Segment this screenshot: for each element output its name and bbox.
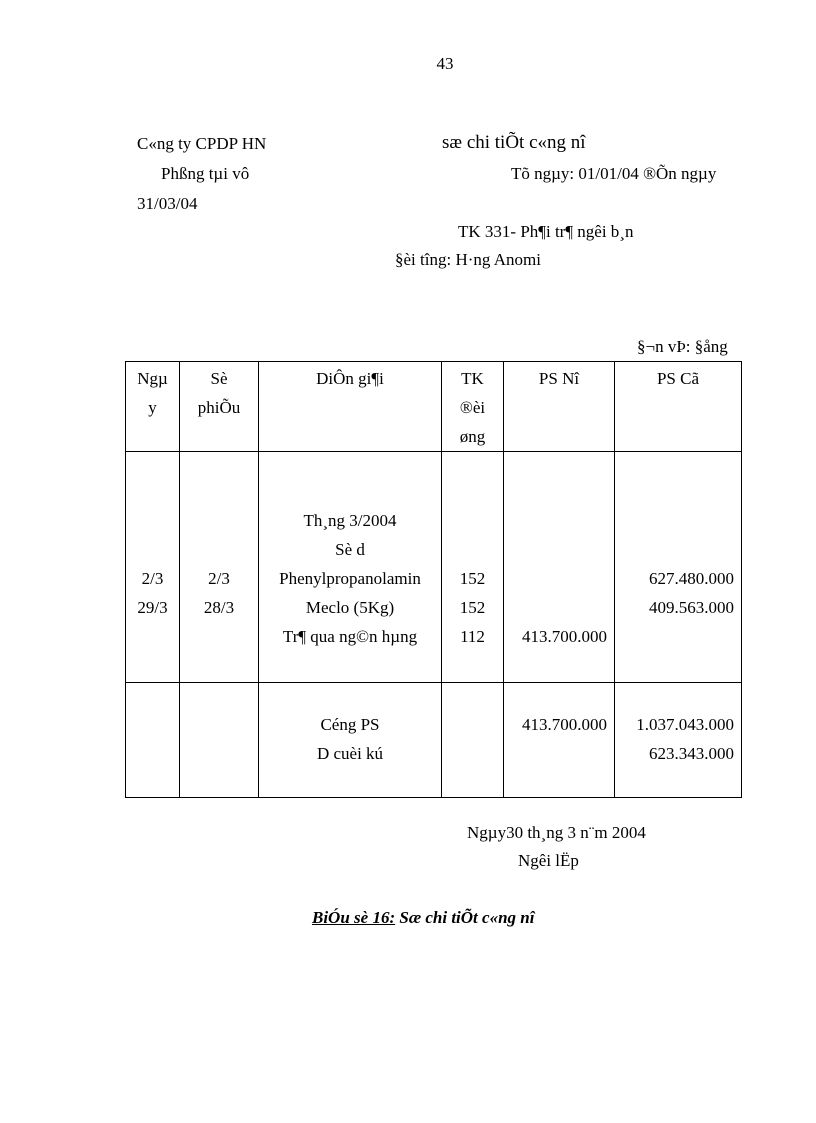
page-number: 43 — [436, 54, 454, 73]
currency-unit: §¬n vÞ: §ång — [637, 337, 728, 356]
figure-caption — [312, 908, 534, 928]
totals-debit-cell — [504, 683, 615, 798]
header-debit — [504, 362, 615, 452]
table-row — [504, 564, 607, 593]
table-row: 28/3 — [203, 598, 235, 617]
table-row: 409.563.000 — [649, 598, 734, 617]
table-row: 152 — [459, 598, 486, 617]
table-row — [180, 622, 258, 651]
voucher-column — [180, 452, 259, 683]
table-header-row — [126, 362, 742, 452]
header-contra-line2: ®èi — [459, 398, 486, 417]
company-name: C«ng ty CPDP HN — [137, 134, 267, 153]
header-credit — [615, 362, 742, 452]
period-range: Tõ ngµy: 01/01/04 ®Õn ngµy — [511, 164, 717, 183]
account-label: TK 331- Ph¶i tr¶ ngêi b¸n — [458, 222, 634, 241]
header-voucher-line1: Sè — [210, 369, 228, 388]
credit-column — [615, 452, 742, 683]
department-name: Phßng tµi vô — [161, 164, 250, 183]
header-description-line1: DiÔn gi¶i — [316, 369, 384, 388]
contra-account-column — [442, 452, 504, 683]
totals-date-cell — [126, 683, 180, 798]
ledger-title: sæ chi tiÕt c«ng nî — [442, 132, 586, 153]
totals-voucher-cell — [180, 683, 259, 798]
header-voucher-line2: phiÕu — [197, 398, 241, 417]
period-heading: Th¸ng 3/2004 — [303, 511, 397, 530]
totals-row — [126, 683, 742, 798]
period-end-date: 31/03/04 — [137, 194, 198, 213]
signer-label: Ngêi lËp — [518, 851, 579, 870]
header-voucher — [180, 362, 259, 452]
total-label: Céng PS — [320, 715, 380, 734]
caption-label: BiÓu sè 16: — [312, 908, 396, 927]
opening-balance-label: Sè d — [335, 540, 365, 559]
table-row: Tr¶ qua ng©n hµng — [282, 627, 418, 646]
total-credit: 1.037.043.000 — [636, 715, 734, 734]
description-column — [259, 452, 442, 683]
header-contra-line1: TK — [461, 369, 484, 388]
table-row: 413.700.000 — [522, 627, 607, 646]
debit-column — [504, 452, 615, 683]
table-row: Phenylpropanolamin — [279, 569, 421, 588]
table-row: 627.480.000 — [649, 569, 734, 588]
total-debit: 413.700.000 — [522, 715, 607, 734]
table-row: 112 — [460, 627, 485, 646]
caption-text: Sæ chi tiÕt c«ng nî — [395, 908, 535, 927]
signature-date: Ngµy30 th¸ng 3 n¨m 2004 — [467, 823, 646, 842]
table-row: 152 — [459, 569, 486, 588]
header-date-line1: Ngµ — [137, 369, 168, 388]
header-description — [259, 362, 442, 452]
closing-balance-label: D cuèi kú — [316, 744, 384, 763]
header-contra-account — [442, 362, 504, 452]
header-credit-line1: PS Cã — [656, 369, 700, 388]
table-row — [504, 593, 607, 622]
closing-balance-credit: 623.343.000 — [649, 744, 734, 763]
totals-credit-cell — [615, 683, 742, 798]
totals-label-cell — [259, 683, 442, 798]
counterparty-label: §èi tîng: H·ng Anomi — [395, 250, 541, 269]
table-row: 2/3 — [141, 569, 164, 588]
table-row — [615, 622, 734, 651]
header-contra-line3: øng — [459, 427, 486, 446]
table-row — [126, 622, 179, 651]
table-row: 29/3 — [137, 598, 168, 617]
table-body-row — [126, 452, 742, 683]
header-debit-line1: PS Nî — [538, 369, 580, 388]
ledger-table — [125, 361, 742, 798]
table-row: 2/3 — [208, 569, 230, 588]
totals-account-cell — [442, 683, 504, 798]
header-date — [126, 362, 180, 452]
header-date-line2: y — [148, 398, 157, 417]
date-column — [126, 452, 180, 683]
table-row: Meclo (5Kg) — [305, 598, 395, 617]
